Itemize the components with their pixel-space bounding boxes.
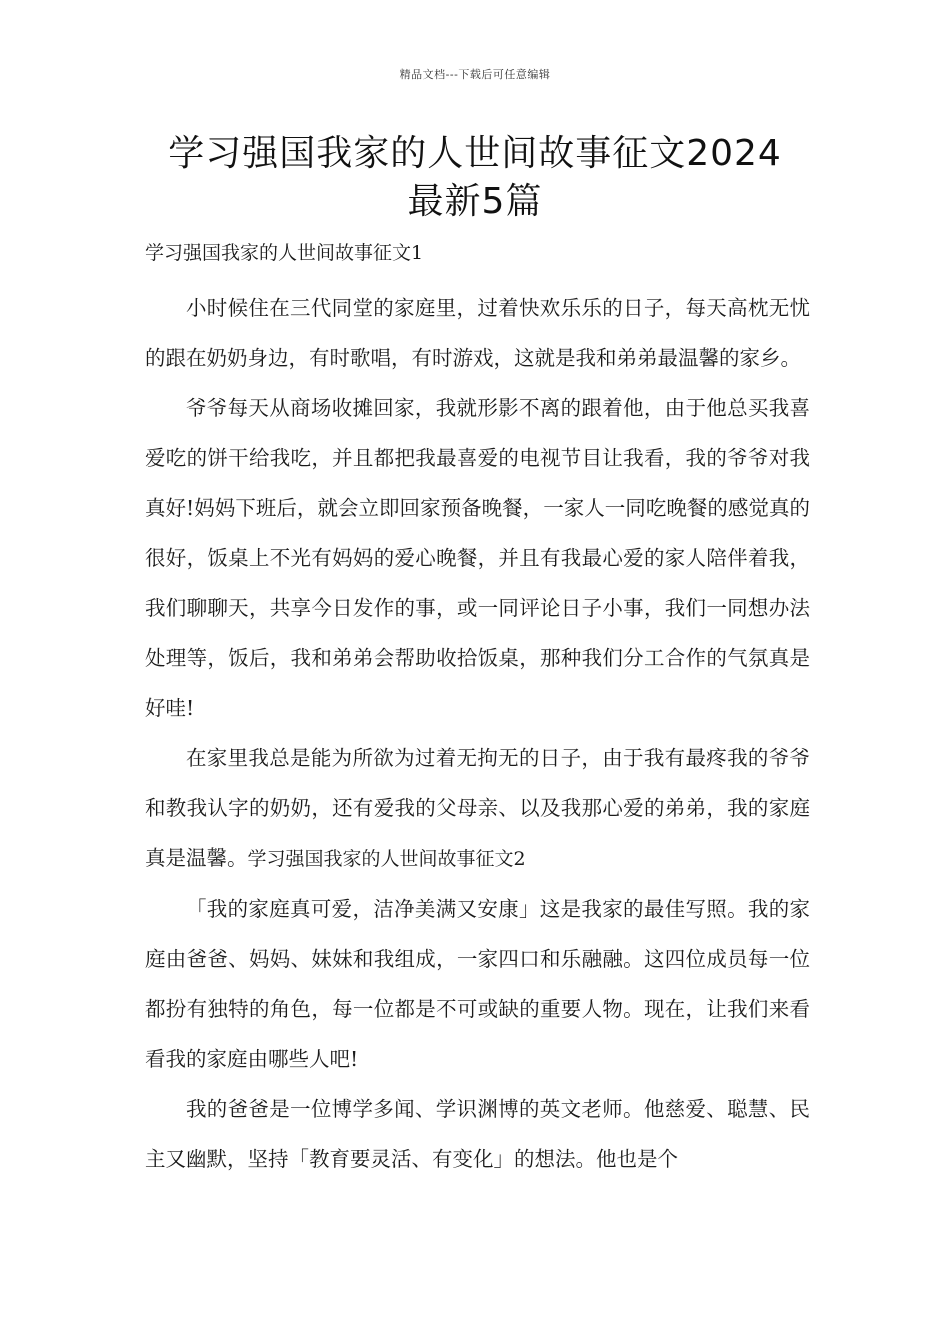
- header-note: 精品文档---下载后可任意编辑: [399, 68, 551, 81]
- paragraph-5: 我的爸爸是一位博学多闻、学识渊博的英文老师。他慈爱、聪慧、民主又幽默，坚持「教育要灵活、有变化」的想法。他也是个: [145, 1097, 810, 1171]
- document-title: [140, 130, 810, 226]
- body-text: [145, 283, 810, 1184]
- paragraph-4: 「我的家庭真可爱，洁净美满又安康」这是我家的最佳写照。我的家庭由爸爸、妈妈、妹妹和我组成，一家四口和乐融融。这四位成员每一位都扮有独特的角色，每一位都是不可或缺的重要人物。现在，让我们来看看我的家庭由哪些人吧!: [145, 897, 810, 1071]
- title-line-1: 学习强国我家的人世间故事征文2024: [168, 133, 782, 174]
- paragraph-1: 小时候住在三代同堂的家庭里，过着快欢乐乐的日子，每天高枕无忧的跟在奶奶身边，有时歌唱，有时游戏，这就是我和弟弟最温馨的家乡。: [145, 296, 810, 370]
- paragraph-3-text: 在家里我总是能为所欲为过着无拘无的日子，由于我有最疼我的爷爷和教我认字的奶奶，还有爱我的父母亲、以及我那心爱的弟弟，我的家庭真是温馨。: [145, 746, 810, 870]
- paragraph-2: 爷爷每天从商场收摊回家，我就形影不离的跟着他，由于他总买我喜爱吃的饼干给我吃，并且都把我最喜爱的电视节目让我看，我的爷爷对我真好!妈妈下班后，就会立即回家预备晚餐，一家人一同吃晚餐的感觉真的很好，饭桌上不光有妈妈的爱心晚餐，并且有我最心爱的家人陪伴着我，我们聊聊天，共享今日发作的事，或一同评论日子小事，我们一同想办法处理等，饭后，我和弟弟会帮助收拾饭桌，那种我们分工合作的气氛真是好哇!: [145, 396, 810, 720]
- title-line-2: 最新5篇: [407, 181, 543, 222]
- section-heading-1: 学习强国我家的人世间故事征文1: [145, 242, 424, 264]
- section-heading-2: 学习强国我家的人世间故事征文2: [247, 848, 526, 870]
- paragraph-3: [145, 733, 810, 884]
